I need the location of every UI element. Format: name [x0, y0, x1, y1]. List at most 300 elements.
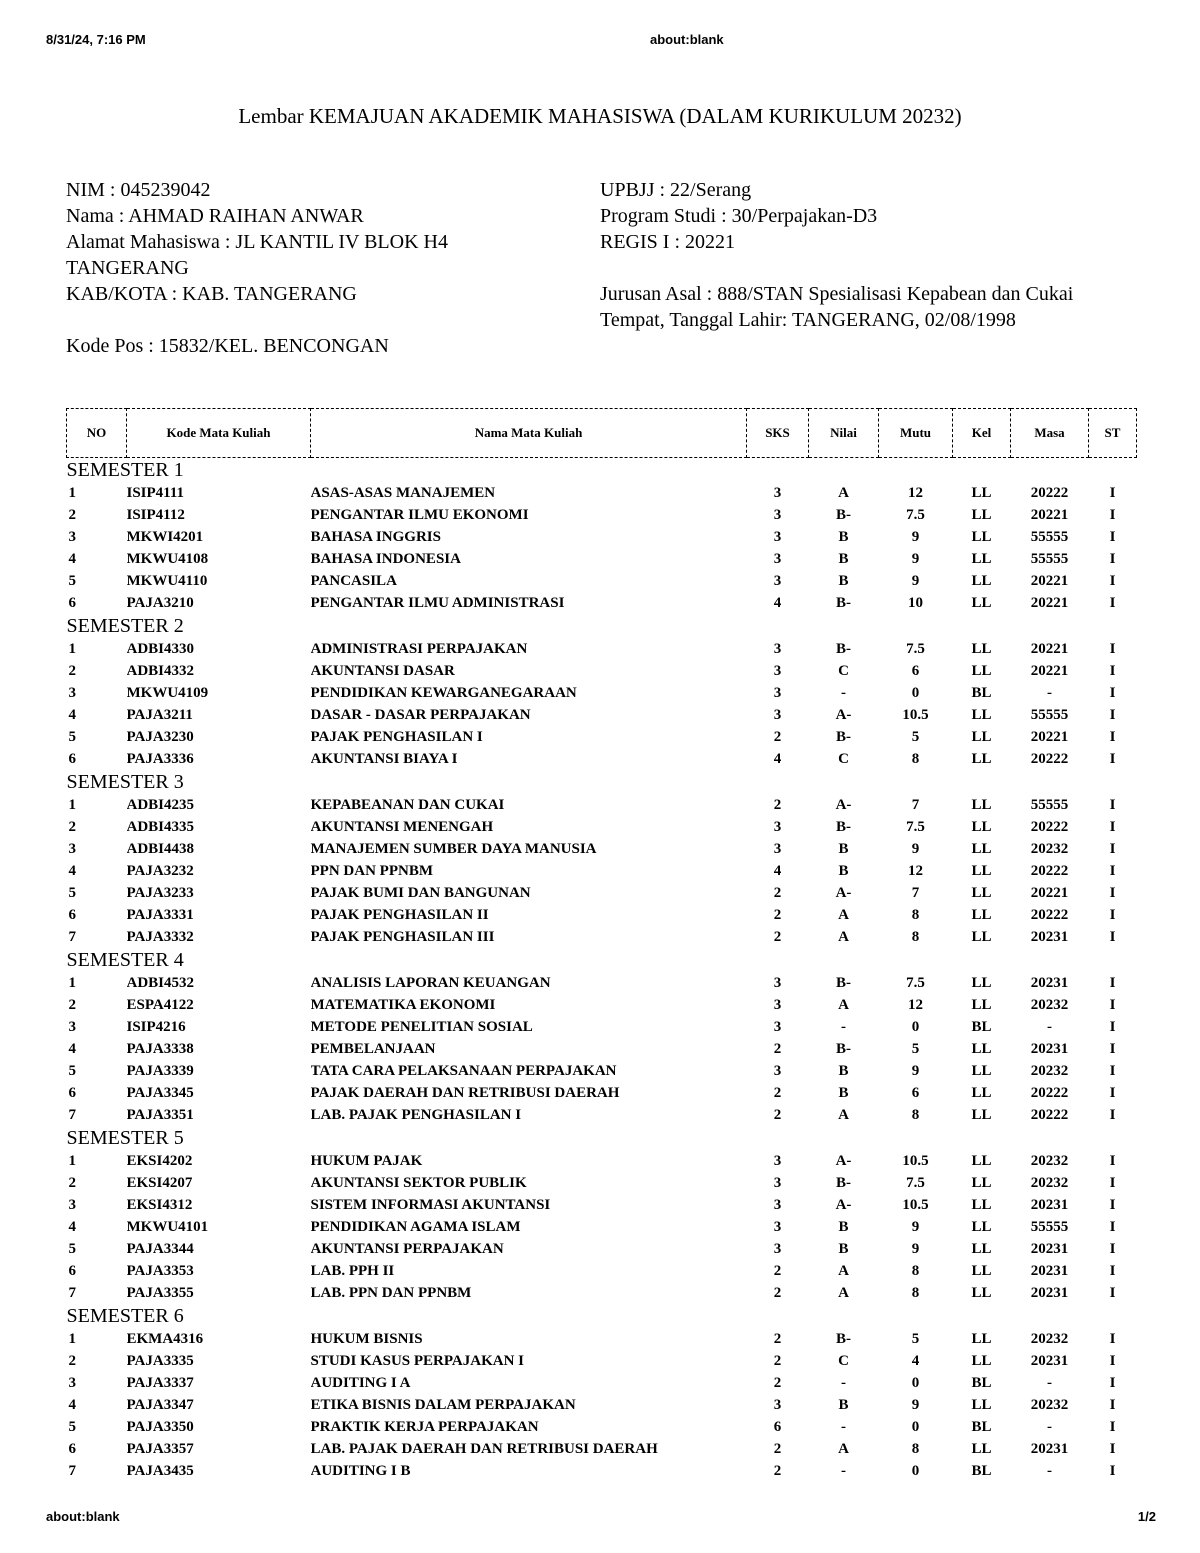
row-no: 1: [68, 797, 76, 813]
row-sks: 4: [773, 863, 782, 879]
col-no: NO: [67, 409, 127, 458]
row-no: 2: [68, 663, 76, 679]
table-row: [67, 570, 1137, 592]
row-kode: PAJA3345: [126, 1085, 194, 1101]
row-no: 2: [68, 819, 76, 835]
row-st: I: [1109, 975, 1116, 991]
row-nama: LAB. PPN DAN PPNBM: [310, 1285, 472, 1301]
row-nama: AKUNTANSI BIAYA I: [310, 751, 458, 767]
row-st: I: [1109, 841, 1116, 857]
col-mutu: Mutu: [879, 409, 953, 458]
row-st: I: [1109, 1419, 1116, 1435]
semester-label: SEMESTER 1: [66, 459, 184, 481]
row-kode: ISIP4112: [126, 507, 185, 523]
row-st: I: [1109, 1463, 1116, 1479]
print-header: [0, 32, 1200, 50]
row-kode: ADBI4438: [126, 841, 195, 857]
row-no: 4: [68, 1219, 76, 1235]
row-masa: 20221: [1030, 663, 1069, 679]
row-sks: 3: [773, 529, 782, 545]
row-kel: LL: [971, 1197, 992, 1213]
row-kel: LL: [971, 929, 992, 945]
table-row: [67, 1172, 1137, 1194]
row-kode: PAJA3344: [126, 1241, 194, 1257]
table-row: [67, 1372, 1137, 1394]
row-kel: LL: [971, 663, 992, 679]
row-masa: 20231: [1030, 929, 1069, 945]
row-nama: PANCASILA: [310, 573, 397, 589]
row-kode: MKWU4101: [126, 1219, 209, 1235]
row-masa: 20231: [1030, 1285, 1069, 1301]
row-masa: 20221: [1030, 573, 1069, 589]
table-row: [67, 1082, 1137, 1104]
row-kel: LL: [971, 1041, 992, 1057]
row-no: 4: [68, 863, 76, 879]
row-mutu: 5: [911, 1041, 920, 1057]
row-mutu: 9: [911, 841, 920, 857]
row-no: 3: [68, 529, 76, 545]
row-kel: BL: [971, 1419, 992, 1435]
row-no: 2: [68, 1175, 76, 1191]
row-sks: 3: [773, 485, 782, 501]
semester-label: SEMESTER 3: [66, 771, 184, 793]
row-st: I: [1109, 551, 1116, 567]
row-kode: PAJA3357: [126, 1441, 194, 1457]
row-mutu: 0: [911, 685, 920, 701]
table-row: [67, 1060, 1137, 1082]
col-sks: SKS: [747, 409, 809, 458]
row-kode: EKMA4316: [126, 1331, 204, 1347]
grades-table: [66, 408, 1137, 1482]
row-kel: LL: [971, 885, 992, 901]
row-kel: LL: [971, 1441, 992, 1457]
row-nilai: B: [838, 1397, 849, 1413]
row-mutu: 12: [908, 997, 923, 1013]
row-kode: PAJA3350: [126, 1419, 194, 1435]
row-nilai: A-: [835, 1153, 852, 1169]
row-nilai: B: [838, 1241, 849, 1257]
row-st: I: [1109, 685, 1116, 701]
row-kode: PAJA3232: [126, 863, 194, 879]
row-st: I: [1109, 885, 1116, 901]
row-kode: PAJA3210: [126, 595, 194, 611]
row-kode: ESPA4122: [126, 997, 194, 1013]
row-nilai: B-: [836, 1041, 851, 1057]
row-masa: 20231: [1030, 1353, 1069, 1369]
row-no: 3: [68, 1019, 76, 1035]
row-mutu: 8: [911, 1263, 920, 1279]
row-no: 5: [68, 885, 76, 901]
semester-heading: [67, 458, 1137, 483]
row-kode: PAJA3335: [126, 1353, 194, 1369]
row-nama: LAB. PAJAK DAERAH DAN RETRIBUSI DAERAH: [310, 1441, 658, 1457]
row-nama: HUKUM BISNIS: [310, 1331, 423, 1347]
row-masa: 20222: [1030, 1107, 1069, 1123]
row-kode: EKSI4312: [126, 1197, 193, 1213]
row-no: 5: [68, 1241, 76, 1257]
row-masa: -: [1047, 1375, 1052, 1391]
row-sks: 2: [773, 1285, 782, 1301]
row-kode: MKWI4201: [126, 529, 204, 545]
row-mutu: 9: [911, 1397, 920, 1413]
row-masa: 20232: [1030, 1153, 1069, 1169]
row-no: 1: [68, 485, 76, 501]
row-mutu: 6: [911, 663, 920, 679]
row-kel: LL: [971, 595, 992, 611]
row-mutu: 0: [911, 1375, 920, 1391]
row-nilai: B: [838, 863, 849, 879]
table-row: [67, 1416, 1137, 1438]
row-kel: LL: [971, 907, 992, 923]
row-nilai: C: [838, 1353, 849, 1369]
row-st: I: [1109, 1197, 1116, 1213]
row-nilai: B-: [836, 595, 851, 611]
table-row: [67, 926, 1137, 948]
row-no: 6: [68, 1441, 76, 1457]
study-program: Program Studi : 30/Perpajakan-D3: [600, 205, 878, 227]
row-masa: -: [1047, 1419, 1052, 1435]
row-kode: PAJA3347: [126, 1397, 194, 1413]
row-st: I: [1109, 707, 1116, 723]
table-row: [67, 972, 1137, 994]
row-nama: ANALISIS LAPORAN KEUANGAN: [310, 975, 551, 991]
row-sks: 2: [773, 1463, 782, 1479]
row-sks: 4: [773, 595, 782, 611]
row-nama: ETIKA BISNIS DALAM PERPAJAKAN: [310, 1397, 576, 1413]
row-nilai: C: [838, 751, 849, 767]
col-kel: Kel: [953, 409, 1011, 458]
postal-code: Kode Pos : 15832/KEL. BENCONGAN: [66, 335, 389, 357]
row-mutu: 0: [911, 1019, 920, 1035]
row-kode: ADBI4532: [126, 975, 195, 991]
table-row: [67, 1038, 1137, 1060]
row-nama: PAJAK PENGHASILAN III: [310, 929, 495, 945]
page-number: 1/2: [1137, 1509, 1156, 1524]
row-nilai: A-: [835, 1197, 852, 1213]
row-kel: LL: [971, 1063, 992, 1079]
row-nama: PAJAK BUMI DAN BANGUNAN: [310, 885, 531, 901]
row-mutu: 8: [911, 751, 920, 767]
row-masa: 20231: [1030, 1041, 1069, 1057]
row-st: I: [1109, 595, 1116, 611]
row-no: 4: [68, 1397, 76, 1413]
row-no: 5: [68, 1419, 76, 1435]
row-st: I: [1109, 863, 1116, 879]
row-sks: 2: [773, 1263, 782, 1279]
row-sks: 2: [773, 1441, 782, 1457]
col-nama: Nama Mata Kuliah: [311, 409, 747, 458]
row-mutu: 7: [911, 797, 920, 813]
semester-heading: [67, 1304, 1137, 1328]
row-nilai: A: [838, 907, 849, 923]
row-sks: 3: [773, 819, 782, 835]
print-url: about:blank: [650, 32, 724, 47]
row-mutu: 8: [911, 1107, 920, 1123]
row-nama: HUKUM PAJAK: [310, 1153, 423, 1169]
row-no: 7: [68, 1285, 76, 1301]
row-nilai: A: [838, 1263, 849, 1279]
row-kode: ADBI4335: [126, 819, 195, 835]
row-st: I: [1109, 1175, 1116, 1191]
row-kel: LL: [971, 797, 992, 813]
row-kel: LL: [971, 1331, 992, 1347]
row-mutu: 9: [911, 1219, 920, 1235]
row-nilai: B: [838, 573, 849, 589]
row-sks: 3: [773, 1175, 782, 1191]
row-mutu: 0: [911, 1419, 920, 1435]
row-st: I: [1109, 997, 1116, 1013]
row-st: I: [1109, 1397, 1116, 1413]
row-nama: PEMBELANJAAN: [310, 1041, 436, 1057]
table-row: [67, 1460, 1137, 1482]
row-kel: LL: [971, 641, 992, 657]
row-nama: PAJAK PENGHASILAN I: [310, 729, 483, 745]
row-sks: 3: [773, 1153, 782, 1169]
row-kode: PAJA3338: [126, 1041, 194, 1057]
row-nilai: B: [838, 551, 849, 567]
row-mutu: 6: [911, 1085, 920, 1101]
row-no: 1: [68, 641, 76, 657]
row-sks: 3: [773, 663, 782, 679]
row-no: 1: [68, 1153, 76, 1169]
upbjj: UPBJJ : 22/Serang: [600, 179, 752, 201]
row-nama: AKUNTANSI PERPAJAKAN: [310, 1241, 504, 1257]
row-sks: 3: [773, 1063, 782, 1079]
row-kel: LL: [971, 997, 992, 1013]
col-nilai: Nilai: [809, 409, 879, 458]
row-nama: BAHASA INGGRIS: [310, 529, 441, 545]
row-masa: 55555: [1030, 529, 1069, 545]
row-st: I: [1109, 573, 1116, 589]
row-kel: LL: [971, 1263, 992, 1279]
table-row: [67, 816, 1137, 838]
row-no: 3: [68, 1197, 76, 1213]
row-nilai: B: [838, 1085, 849, 1101]
row-st: I: [1109, 1285, 1116, 1301]
row-kode: PAJA3332: [126, 929, 194, 945]
table-row: [67, 794, 1137, 816]
row-sks: 2: [773, 1331, 782, 1347]
row-sks: 3: [773, 1019, 782, 1035]
row-kel: LL: [971, 1085, 992, 1101]
table-row: [67, 1394, 1137, 1416]
row-mutu: 7.5: [906, 641, 925, 657]
student-city: KAB/KOTA : KAB. TANGERANG: [66, 283, 357, 305]
row-masa: 55555: [1030, 707, 1069, 723]
row-nama: METODE PENELITIAN SOSIAL: [310, 1019, 533, 1035]
row-kode: PAJA3353: [126, 1263, 194, 1279]
row-kel: LL: [971, 485, 992, 501]
row-sks: 2: [773, 1085, 782, 1101]
row-st: I: [1109, 485, 1116, 501]
row-nama: ADMINISTRASI PERPAJAKAN: [310, 641, 528, 657]
row-kode: PAJA3211: [126, 707, 193, 723]
row-st: I: [1109, 1019, 1116, 1035]
row-mutu: 0: [911, 1463, 920, 1479]
row-masa: 20221: [1030, 885, 1069, 901]
row-sks: 3: [773, 1241, 782, 1257]
row-sks: 2: [773, 1375, 782, 1391]
row-kel: LL: [971, 841, 992, 857]
row-kel: LL: [971, 975, 992, 991]
table-row: [67, 904, 1137, 926]
row-nama: LAB. PPH II: [310, 1263, 395, 1279]
table-row: [67, 682, 1137, 704]
table-row: [67, 882, 1137, 904]
nim: NIM : 045239042: [66, 179, 211, 201]
row-masa: 20221: [1030, 595, 1069, 611]
table-row: [67, 526, 1137, 548]
row-masa: 20232: [1030, 1397, 1069, 1413]
row-kel: LL: [971, 529, 992, 545]
row-st: I: [1109, 529, 1116, 545]
row-masa: 20221: [1030, 507, 1069, 523]
row-mutu: 4: [911, 1353, 920, 1369]
row-mutu: 10: [908, 595, 923, 611]
row-masa: 20222: [1030, 907, 1069, 923]
row-sks: 2: [773, 797, 782, 813]
row-kode: MKWU4110: [126, 573, 208, 589]
row-no: 4: [68, 707, 76, 723]
row-mutu: 8: [911, 907, 920, 923]
row-no: 7: [68, 929, 76, 945]
semester-heading: [67, 614, 1137, 638]
semester-label: SEMESTER 6: [66, 1305, 184, 1327]
row-nama: PAJAK PENGHASILAN II: [310, 907, 489, 923]
row-sks: 2: [773, 929, 782, 945]
row-mutu: 8: [911, 929, 920, 945]
row-kel: LL: [971, 1241, 992, 1257]
semester-heading: [67, 770, 1137, 794]
row-no: 2: [68, 997, 76, 1013]
row-mutu: 12: [908, 863, 923, 879]
table-row: [67, 482, 1137, 504]
row-kel: LL: [971, 729, 992, 745]
row-no: 6: [68, 1263, 76, 1279]
row-no: 1: [68, 975, 76, 991]
row-nama: KEPABEANAN DAN CUKAI: [310, 797, 505, 813]
row-kel: BL: [971, 1463, 992, 1479]
row-st: I: [1109, 1085, 1116, 1101]
row-no: 6: [68, 595, 76, 611]
table-row: [67, 1194, 1137, 1216]
row-mutu: 7.5: [906, 819, 925, 835]
row-nilai: -: [841, 1419, 846, 1435]
row-masa: 55555: [1030, 1219, 1069, 1235]
table-row: [67, 726, 1137, 748]
row-nilai: B-: [836, 729, 851, 745]
row-masa: 20232: [1030, 997, 1069, 1013]
row-masa: 20232: [1030, 1331, 1069, 1347]
row-nilai: B-: [836, 1175, 851, 1191]
row-kel: LL: [971, 1153, 992, 1169]
row-st: I: [1109, 641, 1116, 657]
row-no: 6: [68, 907, 76, 923]
row-no: 3: [68, 841, 76, 857]
col-st: ST: [1089, 409, 1137, 458]
row-no: 5: [68, 573, 76, 589]
row-kode: PAJA3233: [126, 885, 194, 901]
birth-place-date: Tempat, Tanggal Lahir: TANGERANG, 02/08/1998: [600, 309, 1016, 331]
table-row: [67, 704, 1137, 726]
row-kode: PAJA3351: [126, 1107, 194, 1123]
semester-heading: [67, 1126, 1137, 1150]
row-nilai: -: [841, 1375, 846, 1391]
row-masa: 20221: [1030, 641, 1069, 657]
row-nama: PRAKTIK KERJA PERPAJAKAN: [310, 1419, 539, 1435]
row-masa: 20221: [1030, 729, 1069, 745]
row-no: 1: [68, 1331, 76, 1347]
table-row: [67, 638, 1137, 660]
row-kode: MKWU4109: [126, 685, 209, 701]
row-nilai: A: [838, 485, 849, 501]
row-st: I: [1109, 1241, 1116, 1257]
row-nilai: B: [838, 841, 849, 857]
row-masa: -: [1047, 685, 1052, 701]
semester-label: SEMESTER 2: [66, 615, 184, 637]
row-mutu: 9: [911, 1241, 920, 1257]
row-nilai: -: [841, 1019, 846, 1035]
student-info-right: [600, 177, 1160, 333]
row-nilai: A: [838, 929, 849, 945]
row-kode: PAJA3336: [126, 751, 194, 767]
row-nama: SISTEM INFORMASI AKUNTANSI: [310, 1197, 551, 1213]
row-nama: BAHASA INDONESIA: [310, 551, 461, 567]
row-kel: LL: [971, 751, 992, 767]
table-row: [67, 592, 1137, 614]
semester-label: SEMESTER 4: [66, 949, 184, 971]
row-masa: -: [1047, 1463, 1052, 1479]
row-nama: PENGANTAR ILMU ADMINISTRASI: [310, 595, 565, 611]
row-st: I: [1109, 1441, 1116, 1457]
row-mutu: 7.5: [906, 507, 925, 523]
row-sks: 3: [773, 997, 782, 1013]
row-st: I: [1109, 1331, 1116, 1347]
row-st: I: [1109, 663, 1116, 679]
row-nama: PENGANTAR ILMU EKONOMI: [310, 507, 529, 523]
row-no: 2: [68, 1353, 76, 1369]
row-kode: PAJA3337: [126, 1375, 194, 1391]
row-st: I: [1109, 929, 1116, 945]
col-kode: Kode Mata Kuliah: [127, 409, 311, 458]
row-mutu: 7: [911, 885, 920, 901]
row-mutu: 10.5: [902, 1197, 929, 1213]
row-nama: AKUNTANSI SEKTOR PUBLIK: [310, 1175, 527, 1191]
row-kel: LL: [971, 863, 992, 879]
row-no: 7: [68, 1463, 76, 1479]
row-nilai: -: [841, 1463, 846, 1479]
row-kel: LL: [971, 1107, 992, 1123]
row-kode: ISIP4216: [126, 1019, 186, 1035]
row-nama: AKUNTANSI MENENGAH: [310, 819, 494, 835]
row-no: 4: [68, 551, 76, 567]
row-sks: 3: [773, 551, 782, 567]
row-nilai: B-: [836, 819, 851, 835]
row-sks: 6: [773, 1419, 782, 1435]
row-sks: 3: [773, 507, 782, 523]
table-row: [67, 838, 1137, 860]
row-nilai: -: [841, 685, 846, 701]
row-kel: LL: [971, 707, 992, 723]
row-masa: 20231: [1030, 1263, 1069, 1279]
row-masa: 55555: [1030, 551, 1069, 567]
row-nama: STUDI KASUS PERPAJAKAN I: [310, 1353, 525, 1369]
table-row: [67, 1016, 1137, 1038]
row-kode: PAJA3230: [126, 729, 194, 745]
row-sks: 3: [773, 685, 782, 701]
row-no: 5: [68, 729, 76, 745]
row-nilai: B: [838, 1219, 849, 1235]
